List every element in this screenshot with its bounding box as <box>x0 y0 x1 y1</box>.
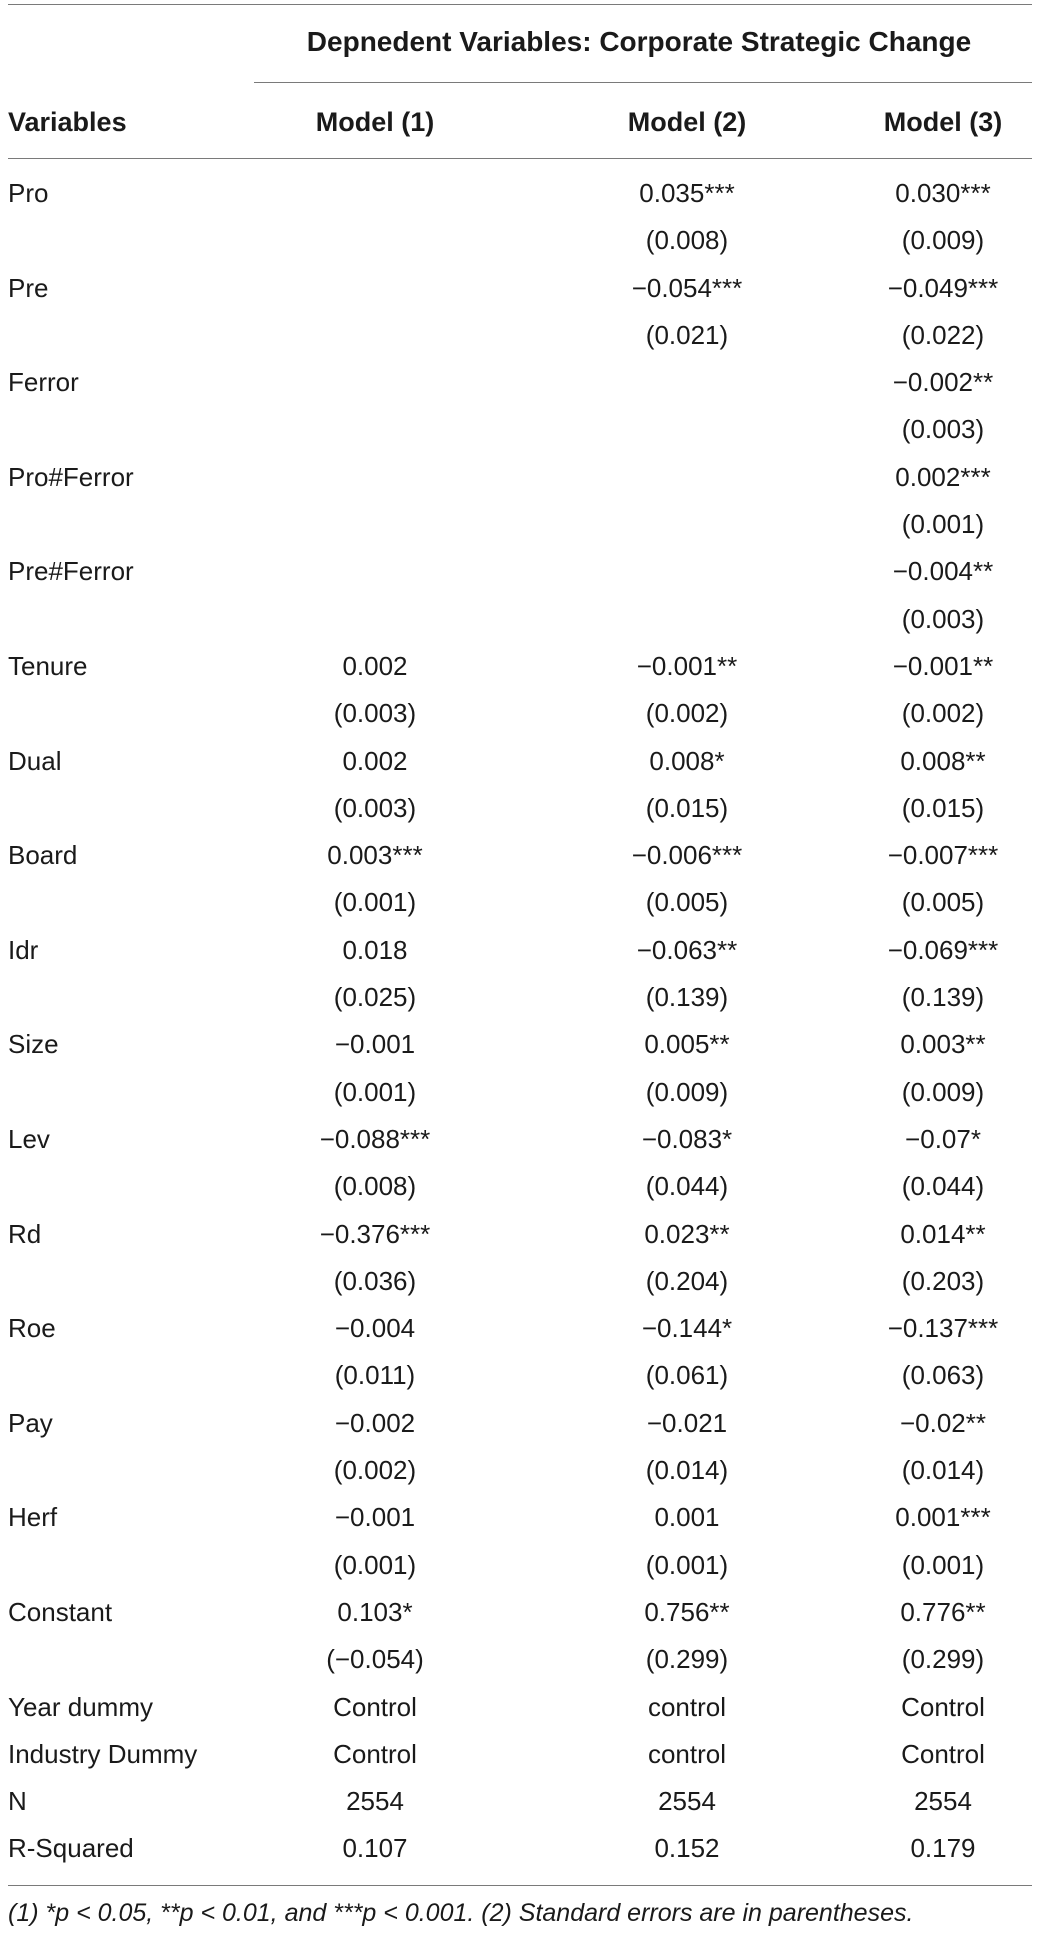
model-1-cell: 0.002 <box>342 745 408 776</box>
model-1-cell: Control <box>333 1738 417 1769</box>
model-2-cell: 2554 <box>658 1786 716 1817</box>
model-1-cell: −0.088*** <box>319 1123 431 1154</box>
model-3-cell: 0.030*** <box>895 178 991 208</box>
row-label: Pro <box>8 178 49 208</box>
model-3-cell: Control <box>901 1691 985 1722</box>
row-label: Pre#Ferror <box>8 556 134 587</box>
row-label: Board <box>8 840 78 871</box>
table-row <box>0 690 1040 737</box>
model-3-cell: 0.776** <box>900 1596 986 1627</box>
table-row <box>0 1778 1040 1825</box>
model-3-cell: (0.014) <box>901 1455 985 1486</box>
model-2-cell: −0.083* <box>641 1123 733 1154</box>
row-label: Year dummy <box>8 1691 153 1722</box>
table-row <box>0 1352 1040 1399</box>
model-3-cell: (0.299) <box>901 1644 985 1675</box>
model-3-cell: −0.07* <box>905 1123 981 1154</box>
table-row <box>0 1447 1040 1494</box>
variables-column-header: Variables <box>8 107 127 137</box>
table-row <box>0 738 1040 785</box>
table-row <box>0 1258 1040 1305</box>
model-3-cell: −0.007*** <box>887 840 999 871</box>
model-3-cell: 0.003** <box>900 1029 986 1060</box>
table-row <box>0 596 1040 643</box>
model-1-cell: (0.036) <box>333 1265 417 1296</box>
row-label: Pro#Ferror <box>8 461 134 492</box>
table-row <box>0 879 1040 926</box>
model-3-cell: (0.005) <box>901 887 985 918</box>
model-2-cell: (0.139) <box>645 982 729 1013</box>
model-3-cell: (0.022) <box>901 319 985 350</box>
table-row <box>0 643 1040 690</box>
model-3-cell: −0.001** <box>892 650 994 681</box>
table-row <box>0 1542 1040 1589</box>
table-row <box>0 1589 1040 1636</box>
row-label: Size <box>8 1029 59 1060</box>
table-row <box>0 927 1040 974</box>
model-3-cell: 0.014** <box>900 1218 986 1249</box>
table-row <box>0 1069 1040 1116</box>
model-2-cell: (0.061) <box>645 1360 729 1391</box>
table-row <box>0 1305 1040 1352</box>
model-1-cell: (−0.054) <box>326 1644 424 1675</box>
header-rule <box>8 158 1032 159</box>
row-label: Pay <box>8 1407 53 1438</box>
model-1-cell: 2554 <box>346 1786 404 1817</box>
model-1-cell: (0.025) <box>333 982 417 1013</box>
model-1-cell: Control <box>333 1691 417 1722</box>
row-label: Dual <box>8 745 62 776</box>
table-row <box>0 170 1040 217</box>
model-2-cell: 0.035*** <box>639 178 735 208</box>
model-1-cell: −0.001 <box>334 1502 416 1533</box>
model-2-cell: (0.204) <box>645 1265 729 1296</box>
model-3-cell: 0.008** <box>900 745 986 776</box>
model-1-cell: (0.001) <box>333 887 417 918</box>
model-3-cell: 0.001*** <box>895 1502 991 1533</box>
model-2-cell: (0.014) <box>645 1455 729 1486</box>
model-1-cell: (0.001) <box>333 1549 417 1580</box>
table-row <box>0 832 1040 879</box>
model-3-cell: (0.009) <box>901 1076 985 1107</box>
row-label: Lev <box>8 1123 50 1154</box>
model-1-cell: (0.011) <box>334 1360 416 1391</box>
table-row <box>0 785 1040 832</box>
model-3-cell: (0.203) <box>901 1265 985 1296</box>
model-1-cell: (0.003) <box>333 792 417 823</box>
table-row <box>0 1211 1040 1258</box>
spanner-header: Depnedent Variables: Corporate Strategic Change <box>306 26 972 57</box>
model-3-cell: (0.001) <box>901 509 985 540</box>
table-row <box>0 501 1040 548</box>
model-2-cell: (0.008) <box>645 225 729 256</box>
model-3-cell: (0.003) <box>901 603 985 634</box>
model-2-cell: 0.008* <box>649 745 725 776</box>
model-2-cell: (0.021) <box>645 319 729 350</box>
table-row <box>0 1400 1040 1447</box>
table-row <box>0 1731 1040 1778</box>
model-3-cell: (0.063) <box>901 1360 985 1391</box>
model-1-cell: 0.003*** <box>327 840 423 871</box>
model-2-cell: 0.152 <box>654 1833 720 1864</box>
row-label: N <box>8 1786 27 1817</box>
model-3-cell: −0.02** <box>899 1407 987 1438</box>
model-1-cell: 0.002 <box>342 650 408 681</box>
model-2-cell: (0.299) <box>645 1644 729 1675</box>
model-2-cell: 0.023** <box>644 1218 730 1249</box>
model-3-cell: Control <box>901 1738 985 1769</box>
table-row <box>0 548 1040 595</box>
row-label: Rd <box>8 1218 42 1249</box>
row-label: Idr <box>8 934 39 965</box>
table-bottom-rule <box>8 1885 1032 1886</box>
row-label: Tenure <box>8 650 88 681</box>
row-label: Pre <box>8 272 49 303</box>
model-3-cell: −0.137*** <box>887 1313 999 1344</box>
row-label: Ferror <box>8 367 79 398</box>
table-footnote: (1) *p < 0.05, **p < 0.01, and ***p < 0.001. (2) Standard errors are in parentheses. <box>8 1899 914 1927</box>
model-1-cell: (0.008) <box>333 1171 417 1202</box>
model-3-cell: (0.003) <box>901 414 985 445</box>
model-3-cell: −0.004** <box>892 556 994 587</box>
table-row <box>0 1021 1040 1068</box>
model-2-cell: (0.044) <box>645 1171 729 1202</box>
table-row <box>0 1684 1040 1731</box>
model-2-cell: 0.001 <box>654 1502 720 1533</box>
model-2-cell: 0.005** <box>644 1029 730 1060</box>
model-3-cell: 0.002*** <box>895 461 991 492</box>
model-1-cell: −0.376*** <box>319 1218 431 1249</box>
table-row <box>0 265 1040 312</box>
model-2-cell: −0.063** <box>636 934 738 965</box>
model-3-column-header: Model (3) <box>883 107 1003 137</box>
model-2-cell: −0.006*** <box>631 840 743 871</box>
row-label: Industry Dummy <box>8 1738 198 1769</box>
table-row <box>0 217 1040 264</box>
table-row <box>0 454 1040 501</box>
model-1-cell: 0.018 <box>342 934 408 965</box>
table-row <box>0 1825 1040 1872</box>
model-3-cell: (0.139) <box>901 982 985 1013</box>
model-1-column-header: Model (1) <box>315 107 435 137</box>
table-row <box>0 359 1040 406</box>
model-3-cell: −0.049*** <box>887 272 999 303</box>
model-2-cell: (0.009) <box>645 1076 729 1107</box>
table-row <box>0 1636 1040 1683</box>
model-1-cell: (0.002) <box>333 1455 417 1486</box>
spanner-rule <box>254 82 1032 83</box>
row-label: Herf <box>8 1502 58 1533</box>
model-3-cell: (0.009) <box>901 225 985 256</box>
model-2-column-header: Model (2) <box>627 107 747 137</box>
model-2-cell: (0.002) <box>645 698 729 729</box>
model-3-cell: (0.002) <box>901 698 985 729</box>
model-3-cell: (0.044) <box>901 1171 985 1202</box>
model-1-cell: (0.003) <box>333 698 417 729</box>
model-1-cell: −0.001 <box>334 1029 416 1060</box>
model-1-cell: −0.004 <box>334 1313 416 1344</box>
table-row <box>0 406 1040 453</box>
model-2-cell: −0.001** <box>636 650 738 681</box>
row-label: R-Squared <box>8 1833 134 1864</box>
model-2-cell: −0.054*** <box>631 272 743 303</box>
model-3-cell: 2554 <box>914 1786 972 1817</box>
model-1-cell: (0.001) <box>333 1076 417 1107</box>
table-row <box>0 1163 1040 1210</box>
model-3-cell: −0.069*** <box>887 934 999 965</box>
model-2-cell: control <box>647 1691 727 1722</box>
table-row <box>0 312 1040 359</box>
model-3-cell: (0.001) <box>901 1549 985 1580</box>
table-top-rule <box>8 4 1032 5</box>
model-2-cell: 0.756** <box>644 1596 730 1627</box>
model-2-cell: (0.001) <box>645 1549 729 1580</box>
model-3-cell: (0.015) <box>901 792 985 823</box>
model-2-cell: (0.015) <box>645 792 729 823</box>
model-3-cell: 0.179 <box>910 1833 976 1864</box>
model-1-cell: 0.103* <box>337 1596 413 1627</box>
model-2-cell: control <box>647 1738 727 1769</box>
model-1-cell: −0.002 <box>334 1407 416 1438</box>
table-row <box>0 1116 1040 1163</box>
model-2-cell: −0.021 <box>646 1407 728 1438</box>
model-2-cell: −0.144* <box>641 1313 733 1344</box>
model-3-cell: −0.002** <box>892 367 994 398</box>
row-label: Constant <box>8 1596 113 1627</box>
table-body <box>0 170 1040 1873</box>
table-row <box>0 1494 1040 1541</box>
model-1-cell: 0.107 <box>342 1833 408 1864</box>
model-2-cell: (0.005) <box>645 887 729 918</box>
table-row <box>0 974 1040 1021</box>
row-label: Roe <box>8 1313 56 1344</box>
